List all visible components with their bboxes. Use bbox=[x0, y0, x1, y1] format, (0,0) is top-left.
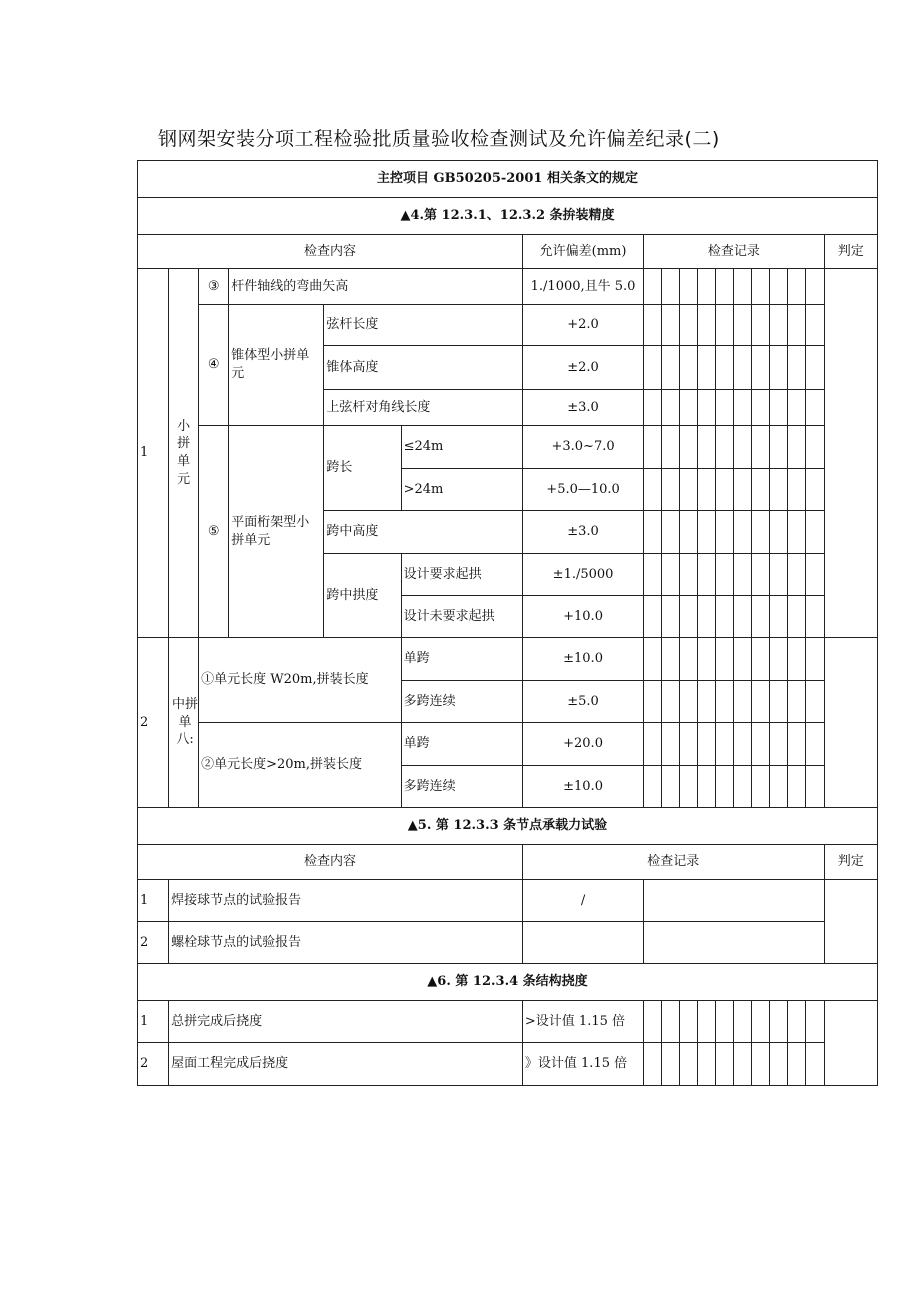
s5-row-number: 1 bbox=[138, 880, 169, 922]
record-cell bbox=[806, 638, 824, 681]
record-cell bbox=[752, 346, 770, 390]
record-cell bbox=[734, 346, 752, 390]
record-cell bbox=[644, 269, 662, 305]
camber-label: 跨中拱度 bbox=[324, 554, 401, 638]
mid-height-tolerance: ±3.0 bbox=[522, 511, 643, 554]
record-cell bbox=[698, 638, 716, 681]
s6-row-tolerance: 》设计值 1.15 倍 bbox=[522, 1043, 643, 1086]
record-cell bbox=[770, 596, 788, 638]
span-condition: ≤24m bbox=[401, 426, 522, 469]
record-cell bbox=[716, 723, 734, 766]
sub1-condition: 多跨连续 bbox=[401, 681, 522, 723]
record-cell bbox=[662, 269, 680, 305]
record-cell bbox=[716, 1001, 734, 1043]
record-cell bbox=[770, 681, 788, 723]
record-cell bbox=[662, 469, 680, 511]
record-cell bbox=[734, 638, 752, 681]
record-cell bbox=[734, 1043, 752, 1086]
record-cell bbox=[752, 426, 770, 469]
record-cell bbox=[680, 723, 698, 766]
section6-title: ▲6. 第 12.3.4 条结构挠度 bbox=[138, 964, 878, 1001]
s5-row-mark: / bbox=[522, 880, 643, 922]
record-cell bbox=[680, 1043, 698, 1086]
record-cell bbox=[734, 1001, 752, 1043]
record-cell bbox=[698, 723, 716, 766]
record-cell bbox=[698, 269, 716, 305]
group2-label: 中拼单八: bbox=[169, 638, 199, 808]
record-cell bbox=[662, 346, 680, 390]
record-cell bbox=[788, 390, 806, 426]
record-cell bbox=[752, 596, 770, 638]
record-cell bbox=[716, 511, 734, 554]
span-tolerance: +5.0—10.0 bbox=[522, 469, 643, 511]
record-cell bbox=[770, 511, 788, 554]
record-cell bbox=[662, 1001, 680, 1043]
record-cell bbox=[698, 346, 716, 390]
record-cell bbox=[806, 723, 824, 766]
s5-judge bbox=[824, 880, 877, 964]
record-cell bbox=[680, 469, 698, 511]
record-cell bbox=[806, 269, 824, 305]
page-title: 钢网架安装分项工程检验批质量验收检查测试及允许偏差纪录(二) bbox=[158, 128, 720, 150]
s5-row-number: 2 bbox=[138, 922, 169, 964]
item3-tolerance: 1./1000,且牛 5.0 bbox=[522, 269, 643, 305]
record-cell bbox=[662, 390, 680, 426]
record-cell bbox=[770, 1001, 788, 1043]
record-cell bbox=[788, 469, 806, 511]
section4-title: ▲4.第 12.3.1、12.3.2 条拚装精度 bbox=[138, 198, 878, 235]
record-cell bbox=[698, 681, 716, 723]
record-cell bbox=[752, 1001, 770, 1043]
record-cell bbox=[806, 1043, 824, 1086]
sub2-condition: 多跨连续 bbox=[401, 766, 522, 808]
record-cell bbox=[716, 766, 734, 808]
record-cell bbox=[806, 426, 824, 469]
s5-row-name: 焊接球节点的试验报告 bbox=[169, 880, 523, 922]
group2-judge bbox=[824, 638, 877, 808]
item3-name: 杆件轴线的弯曲矢高 bbox=[229, 269, 523, 305]
item5-span-label: 跨长 bbox=[324, 426, 401, 511]
item4-number: ④ bbox=[199, 305, 229, 426]
record-cell bbox=[770, 305, 788, 346]
record-cell bbox=[716, 596, 734, 638]
camber-condition: 设计未要求起拱 bbox=[401, 596, 522, 638]
record-cell bbox=[680, 426, 698, 469]
record-cell bbox=[806, 1001, 824, 1043]
record-cell bbox=[716, 469, 734, 511]
item4-row-tolerance: +2.0 bbox=[522, 305, 643, 346]
record-cell bbox=[716, 305, 734, 346]
item5-number: ⑤ bbox=[199, 426, 229, 638]
record-cell bbox=[788, 766, 806, 808]
record-cell bbox=[662, 766, 680, 808]
record-cell bbox=[806, 346, 824, 390]
s6-row-name: 屋面工程完成后挠度 bbox=[169, 1043, 523, 1086]
record-cell bbox=[644, 723, 662, 766]
s6-row-number: 2 bbox=[138, 1043, 169, 1086]
record-cell bbox=[806, 596, 824, 638]
s5-row-name: 螺栓球节点的试验报告 bbox=[169, 922, 523, 964]
record-cell bbox=[644, 554, 662, 596]
record-cell bbox=[680, 638, 698, 681]
record-cell bbox=[662, 305, 680, 346]
record-cell bbox=[806, 766, 824, 808]
record-cell bbox=[788, 426, 806, 469]
sub1-tolerance: ±5.0 bbox=[522, 681, 643, 723]
record-cell bbox=[644, 426, 662, 469]
item4-row-tolerance: ±3.0 bbox=[522, 390, 643, 426]
record-cell bbox=[752, 638, 770, 681]
record-cell bbox=[680, 681, 698, 723]
sub2-tolerance: +20.0 bbox=[522, 723, 643, 766]
record-cell bbox=[788, 596, 806, 638]
group1-number: 1 bbox=[138, 269, 169, 638]
record-cell bbox=[680, 766, 698, 808]
record-cell bbox=[734, 723, 752, 766]
record-cell bbox=[734, 511, 752, 554]
record-cell bbox=[698, 1043, 716, 1086]
sub1-name: ①单元长度 W20m,拼装长度 bbox=[199, 638, 401, 723]
record-cell bbox=[770, 766, 788, 808]
record-cell bbox=[788, 269, 806, 305]
record-cell bbox=[752, 269, 770, 305]
record-cell bbox=[752, 681, 770, 723]
record-cell bbox=[770, 426, 788, 469]
record-cell bbox=[734, 596, 752, 638]
record-cell bbox=[698, 596, 716, 638]
sub2-condition: 单跨 bbox=[401, 723, 522, 766]
record-cell bbox=[644, 1001, 662, 1043]
record-cell bbox=[644, 638, 662, 681]
col-header-tolerance: 允许偏差(mm) bbox=[522, 235, 643, 269]
record-cell bbox=[752, 1043, 770, 1086]
record-cell bbox=[734, 390, 752, 426]
record-cell bbox=[698, 426, 716, 469]
record-cell bbox=[734, 554, 752, 596]
record-cell bbox=[662, 554, 680, 596]
record-cell bbox=[644, 766, 662, 808]
record-cell bbox=[644, 1043, 662, 1086]
sub1-tolerance: ±10.0 bbox=[522, 638, 643, 681]
s6-judge bbox=[824, 1001, 877, 1086]
record-cell bbox=[752, 469, 770, 511]
record-cell bbox=[716, 638, 734, 681]
record-cell bbox=[788, 681, 806, 723]
record-cell bbox=[806, 511, 824, 554]
record-cell bbox=[752, 554, 770, 596]
inspection-table bbox=[137, 160, 878, 1086]
record-cell bbox=[788, 1043, 806, 1086]
record-cell bbox=[698, 511, 716, 554]
record-cell bbox=[788, 723, 806, 766]
s5-col-content: 检查内容 bbox=[138, 845, 523, 880]
record-cell bbox=[698, 766, 716, 808]
record-cell bbox=[716, 426, 734, 469]
record-cell bbox=[680, 269, 698, 305]
record-cell bbox=[644, 681, 662, 723]
camber-condition: 设计要求起拱 bbox=[401, 554, 522, 596]
group1-label: 小拼单元 bbox=[169, 269, 199, 638]
s6-row-number: 1 bbox=[138, 1001, 169, 1043]
record-cell bbox=[662, 723, 680, 766]
record-cell bbox=[680, 305, 698, 346]
group1-judge bbox=[824, 269, 877, 638]
record-cell bbox=[680, 1001, 698, 1043]
item4-row-tolerance: ±2.0 bbox=[522, 346, 643, 390]
record-cell bbox=[734, 766, 752, 808]
item4-row-name: 上弦杆对角线长度 bbox=[324, 390, 522, 426]
span-condition: >24m bbox=[401, 469, 522, 511]
record-cell bbox=[806, 554, 824, 596]
record-cell bbox=[644, 511, 662, 554]
record-cell bbox=[752, 766, 770, 808]
record-cell bbox=[662, 681, 680, 723]
item5-name: 平面桁架型小拼单元 bbox=[229, 426, 324, 638]
record-cell bbox=[716, 681, 734, 723]
record-cell bbox=[806, 305, 824, 346]
mid-height-label: 跨中高度 bbox=[324, 511, 522, 554]
record-cell bbox=[788, 511, 806, 554]
record-cell bbox=[788, 554, 806, 596]
record-cell bbox=[680, 390, 698, 426]
sub1-condition: 单跨 bbox=[401, 638, 522, 681]
col-header-content: 检查内容 bbox=[138, 235, 523, 269]
record-cell bbox=[752, 305, 770, 346]
record-cell bbox=[698, 390, 716, 426]
record-cell bbox=[644, 390, 662, 426]
s5-row-record bbox=[644, 922, 824, 964]
span-tolerance: +3.0~7.0 bbox=[522, 426, 643, 469]
item3-number: ③ bbox=[199, 269, 229, 305]
record-cell bbox=[644, 469, 662, 511]
record-cell bbox=[734, 269, 752, 305]
main-header: 主控项目 GB50205-2001 相关条文的规定 bbox=[138, 161, 878, 198]
record-cell bbox=[716, 346, 734, 390]
record-cell bbox=[644, 305, 662, 346]
section5-title: ▲5. 第 12.3.3 条节点承载力试验 bbox=[138, 808, 878, 845]
camber-tolerance: +10.0 bbox=[522, 596, 643, 638]
record-cell bbox=[716, 554, 734, 596]
record-cell bbox=[698, 1001, 716, 1043]
record-cell bbox=[734, 469, 752, 511]
s5-col-record: 检查记录 bbox=[522, 845, 824, 880]
record-cell bbox=[752, 390, 770, 426]
s6-row-tolerance: >设计值 1.15 倍 bbox=[522, 1001, 643, 1043]
record-cell bbox=[698, 305, 716, 346]
s6-row-name: 总拼完成后挠度 bbox=[169, 1001, 523, 1043]
record-cell bbox=[698, 554, 716, 596]
record-cell bbox=[644, 346, 662, 390]
camber-tolerance: ±1./5000 bbox=[522, 554, 643, 596]
record-cell bbox=[770, 723, 788, 766]
group2-number: 2 bbox=[138, 638, 169, 808]
record-cell bbox=[662, 1043, 680, 1086]
record-cell bbox=[734, 681, 752, 723]
record-cell bbox=[734, 305, 752, 346]
col-header-judge: 判定 bbox=[824, 235, 877, 269]
record-cell bbox=[770, 469, 788, 511]
record-cell bbox=[806, 469, 824, 511]
s5-row-mark bbox=[522, 922, 643, 964]
record-cell bbox=[788, 305, 806, 346]
record-cell bbox=[716, 390, 734, 426]
record-cell bbox=[770, 346, 788, 390]
record-cell bbox=[680, 596, 698, 638]
s5-row-record bbox=[644, 880, 824, 922]
col-header-record: 检查记录 bbox=[644, 235, 824, 269]
item4-row-name: 弦杆长度 bbox=[324, 305, 522, 346]
record-cell bbox=[662, 638, 680, 681]
record-cell bbox=[770, 390, 788, 426]
record-cell bbox=[770, 554, 788, 596]
record-cell bbox=[770, 269, 788, 305]
record-cell bbox=[662, 511, 680, 554]
record-cell bbox=[662, 596, 680, 638]
record-cell bbox=[662, 426, 680, 469]
item4-name: 锥体型小拼单元 bbox=[229, 305, 324, 426]
record-cell bbox=[752, 723, 770, 766]
record-cell bbox=[752, 511, 770, 554]
sub2-name: ②单元长度>20m,拼装长度 bbox=[199, 723, 401, 808]
record-cell bbox=[770, 638, 788, 681]
record-cell bbox=[788, 346, 806, 390]
item4-row-name: 锥体高度 bbox=[324, 346, 522, 390]
record-cell bbox=[734, 426, 752, 469]
sub2-tolerance: ±10.0 bbox=[522, 766, 643, 808]
record-cell bbox=[788, 638, 806, 681]
record-cell bbox=[680, 554, 698, 596]
s5-col-judge: 判定 bbox=[824, 845, 877, 880]
record-cell bbox=[680, 346, 698, 390]
record-cell bbox=[698, 469, 716, 511]
record-cell bbox=[680, 511, 698, 554]
record-cell bbox=[716, 1043, 734, 1086]
record-cell bbox=[788, 1001, 806, 1043]
record-cell bbox=[716, 269, 734, 305]
record-cell bbox=[806, 390, 824, 426]
record-cell bbox=[806, 681, 824, 723]
record-cell bbox=[644, 596, 662, 638]
record-cell bbox=[770, 1043, 788, 1086]
